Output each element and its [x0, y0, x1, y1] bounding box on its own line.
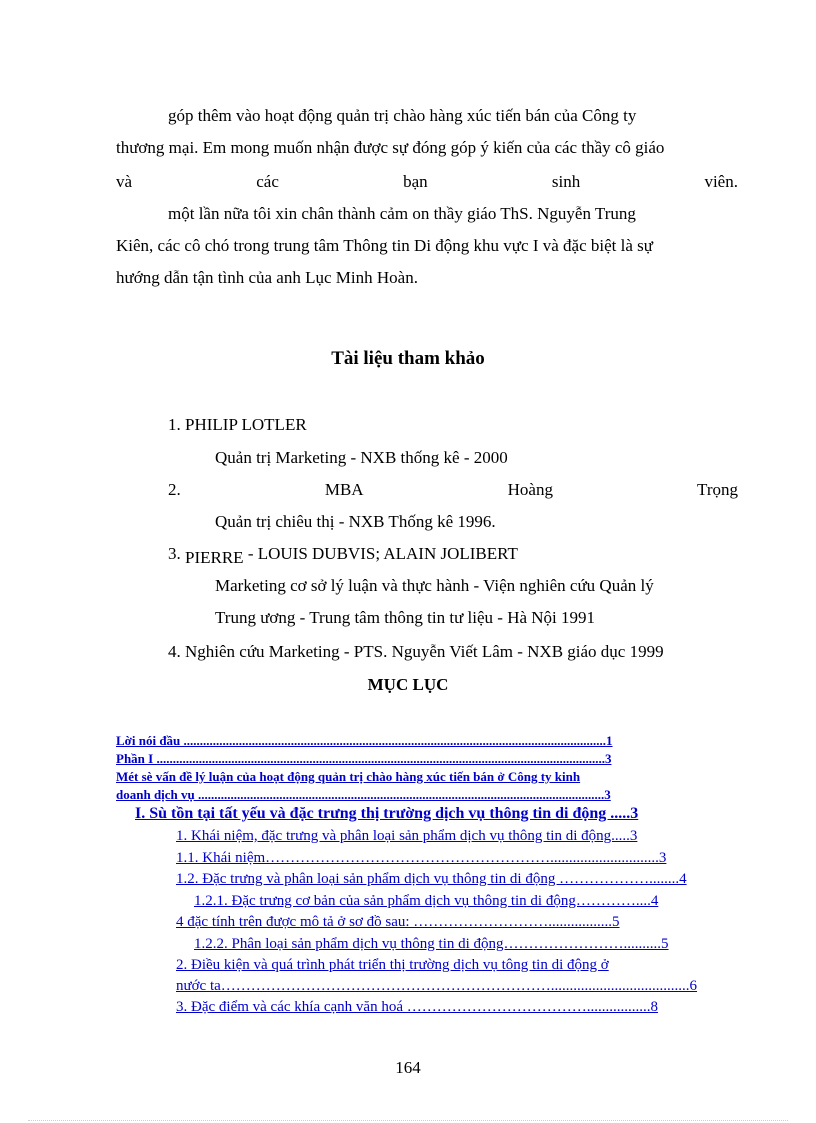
body-p2-line1: một lần nữa tôi xin chân thành cảm on thầy giáo ThS. Nguyễn Trung [168, 204, 636, 223]
toc-entry-2-line1[interactable]: 2. Điều kiện và quá trình phát triển thị trường dịch vụ tông tin di động ở [176, 957, 609, 973]
toc-entry-part-title-line1[interactable]: Mét sè vấn đề lý luận của hoạt động quản trị chào hàng xúc tiến bán ở Công ty kinh [116, 769, 581, 784]
word: Hoàng [507, 480, 553, 499]
toc-entry-1-2-1[interactable]: 1.2.1. Đặc trưng cơ bản của sản phẩm dịch vụ thông tin di động…………....4 [194, 893, 659, 909]
ref-3-authors: - LOUIS DUBVIS; ALAIN JOLIBERT [247, 544, 518, 563]
ref-3-pierre: PIERRE [185, 548, 244, 567]
word: 2. [168, 480, 181, 499]
ref-4: 4. Nghiên cứu Marketing - PTS. Nguyễn Viết Lâm - NXB giáo dục 1999 [168, 642, 664, 661]
toc-entry-1-2-2[interactable]: 1.2.2. Phân loại sản phẩm dịch vụ thông tin di động……………………..........5 [194, 936, 669, 952]
toc-entry-loi-noi-dau[interactable]: Lời nói đầu ..................................................................................................................................1 [116, 733, 613, 748]
body-p1-line3 [116, 165, 738, 198]
toc-entry-4-dac-tinh[interactable]: 4 đặc tính trên được mô tả ở sơ đồ sau: ……………………….................5 [176, 914, 620, 930]
toc-entry-phan-1[interactable]: Phần I ..........................................................................................................................................3 [116, 751, 612, 766]
body-p1-line1: góp thêm vào hoạt động quản trị chào hàng xúc tiến bán của Công ty [168, 106, 637, 125]
toc-entry-3[interactable]: 3. Đặc điểm và các khía cạnh văn hoá ……………………………….................8 [176, 999, 658, 1015]
body-p2-line3: hướng dẫn tận tình của anh Lục Minh Hoàn. [116, 268, 418, 287]
ref-2-source: Quản trị chiêu thị - NXB Thống kê 1996. [215, 512, 496, 531]
word: viên. [704, 172, 738, 191]
toc-entry-part-title-line2[interactable]: doanh dịch vụ .............................................................................................................................3 [116, 787, 611, 802]
toc-title: MỤC LỤC [367, 675, 449, 694]
toc-entry-2-line2[interactable]: nước ta………………………………………………………….....................................6 [176, 978, 698, 994]
ref-3-source-line1: Marketing cơ sở lý luận và thực hành - Viện nghiên cứu Quản lý [215, 576, 654, 595]
ref-3-source-line2: Trung ương - Trung tâm thông tin tư liệu - Hà Nội 1991 [215, 608, 596, 627]
ref-3-number: 3. [168, 544, 181, 563]
ref-1-source: Quản trị Marketing - NXB thống kê - 2000 [215, 448, 508, 467]
toc-entry-1-2[interactable]: 1.2. Đặc trưng và phân loại sản phẩm dịch vụ thông tin di động ………………........4 [176, 871, 687, 887]
toc-entry-section-1[interactable]: I. Sù tồn tại tất yếu và đặc trưng thị trường dịch vụ thông tin di động .....3 [135, 805, 639, 822]
word: MBA [324, 480, 364, 499]
ref-2-title [168, 480, 738, 500]
toc-entry-1-1[interactable]: 1.1. Khái niệm………………………………………………….............................3 [176, 850, 667, 866]
body-p1-line2: thương mại. Em mong muốn nhận được sự đóng góp ý kiến của các thầy cô giáo [116, 138, 665, 157]
page-bottom-divider [28, 1120, 788, 1121]
word: và [116, 172, 133, 191]
word: bạn [403, 172, 428, 191]
ref-3-title [168, 544, 518, 567]
ref-1-title: 1. PHILIP LOTLER [168, 415, 307, 434]
word: các [256, 172, 279, 191]
references-title: Tài liệu tham khảo [331, 348, 485, 369]
word: sinh [551, 172, 581, 191]
page-number: 164 [395, 1058, 421, 1077]
word: Trọng [697, 480, 738, 499]
toc-entry-1[interactable]: 1. Khái niệm, đặc trưng và phân loại sản phẩm dịch vụ thông tin di động.....3 [176, 828, 638, 844]
body-p2-line2: Kiên, các cô chó trong trung tâm Thông tin Di động khu vực I và đặc biệt là sự [116, 236, 653, 255]
